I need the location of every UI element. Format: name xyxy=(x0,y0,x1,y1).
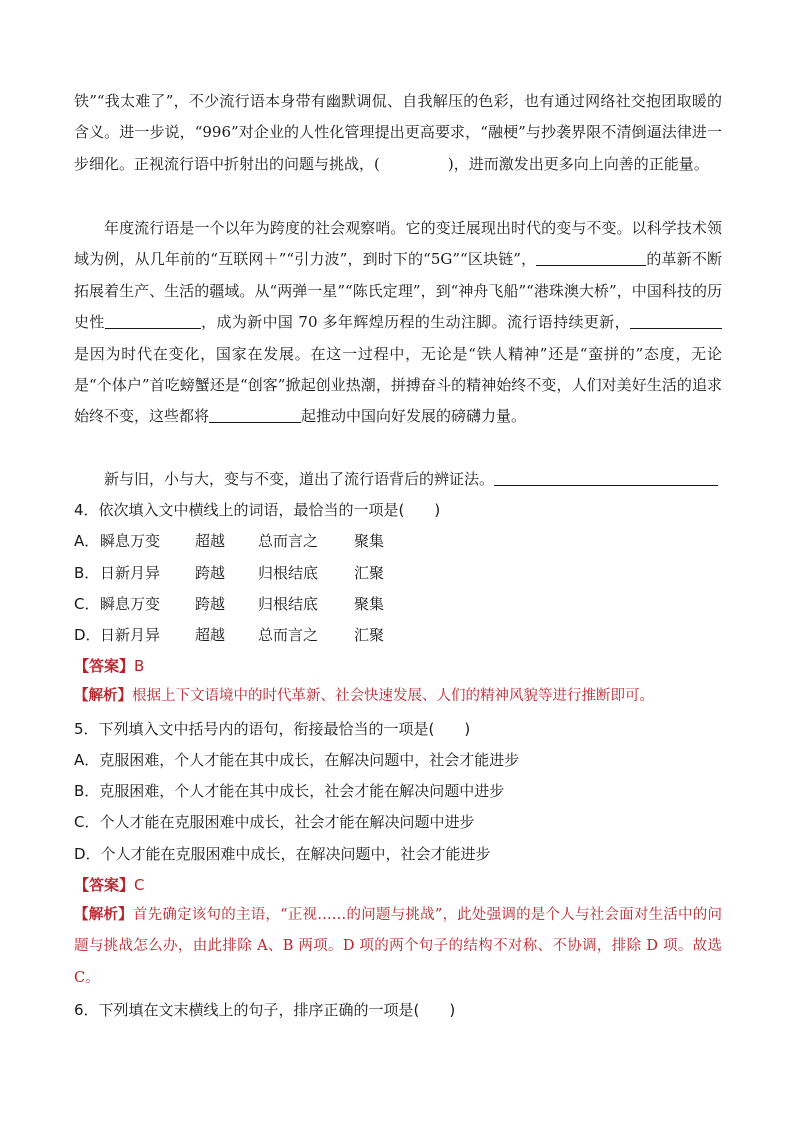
passage-paragraph-1 xyxy=(74,86,722,180)
option-word: 超越 xyxy=(195,532,226,550)
question-5-option-b: B．克服困难，个人才能在其中成长，社会才能在解决问题中进步 xyxy=(74,782,505,800)
question-5-explanation xyxy=(74,900,722,994)
option-word: 汇聚 xyxy=(354,626,385,644)
passage-text: 铁”“我太难了”，不少流行语本身带有幽默调侃、自我解压的色彩，也有通过网络社交抱团取暖的含义。进一步说，“996”对企业的人性化管理提出更高要求，“融梗”与抄袭界限不清倒逼法律进一步细化。正视流行语中折射出的问题与挑战，( xyxy=(74,92,722,173)
option-word: 超越 xyxy=(195,626,226,644)
passage-text: ，成为新中国 70 多年辉煌历程的生动注脚。流行语持续更新， xyxy=(200,313,630,332)
explanation-tag: 【解析】 xyxy=(74,688,132,704)
option-letter: C． xyxy=(74,595,100,613)
answer-tag: 【答案】 xyxy=(74,657,135,675)
passage-paragraph-2 xyxy=(74,213,722,433)
option-word: 归根结底 xyxy=(258,595,319,613)
option-letter: D． xyxy=(74,626,101,644)
option-word: 汇聚 xyxy=(354,564,385,582)
question-4-option-c xyxy=(74,594,734,614)
option-word: 归根结底 xyxy=(258,564,319,582)
option-letter: B． xyxy=(74,564,100,582)
option-word: 聚集 xyxy=(354,532,385,550)
option-word: 瞬息万变 xyxy=(100,532,161,550)
question-6-stem: 6．下列填在文末横线上的句子，排序正确的一项是( ) xyxy=(74,1001,456,1019)
option-word: 聚集 xyxy=(354,595,385,613)
question-5-option-d: D．个人才能在克服困难中成长，在解决问题中，社会才能进步 xyxy=(74,845,491,863)
option-word: 跨越 xyxy=(195,564,226,582)
question-5-option-a: A．克服困难，个人才能在其中成长，在解决问题中，社会才能进步 xyxy=(74,751,520,769)
answer-value: C xyxy=(134,876,145,894)
answer-value: B xyxy=(134,657,145,675)
fill-blank-1 xyxy=(536,249,646,266)
explanation-text: 首先确定该句的主语，“正视……的问题与挑战”，此处强调的是个人与社会面对生活中的问题与挑战怎么办，由此排除 A、B 两项。D 项的两个句子的结构不对称、不协调，排除 D 项。故选 C。 xyxy=(74,907,723,986)
option-word: 总而言之 xyxy=(258,532,319,550)
passage-paragraph-3 xyxy=(74,464,722,495)
question-4-option-b xyxy=(74,563,734,583)
question-4-option-a xyxy=(74,531,734,551)
fill-blank-end xyxy=(494,469,718,486)
option-word: 跨越 xyxy=(195,595,226,613)
fill-blank-3 xyxy=(630,312,722,329)
passage-text: 是因为时代在变化，国家在发展。在这一过程中，无论是“铁人精神”还是“蛮拼的”态度，无论是“个体户”首吃螃蟹还是“创客”掀起创业热潮，拼搏奋斗的精神始终不变，人们对美好生活的追求始终不变，这些都将 xyxy=(74,344,722,426)
question-5-answer xyxy=(74,875,734,895)
passage-text: 起推动中国向好发展的磅礴力量。 xyxy=(301,407,527,426)
fill-blank-2 xyxy=(105,312,201,329)
passage-text: 年度流行语是一个以年为跨度的社会观察哨。它的变迁展现出时代的变与不变。以科学技术领域为例，从几年前的“互联网＋”“引力波”，到时下的“5G”“区块链”， xyxy=(74,219,722,269)
question-4-option-d xyxy=(74,625,734,645)
passage-text: )，进而激发出更多向上向善的正能量。 xyxy=(447,154,709,173)
option-word: 瞬息万变 xyxy=(100,595,161,613)
explanation-text: 根据上下文语境中的时代革新、社会快速发展、人们的精神风貌等进行推断即可。 xyxy=(132,688,654,704)
option-letter: A． xyxy=(74,532,100,550)
explanation-tag: 【解析】 xyxy=(74,907,133,923)
passage-text: 的革新不断拓展着生产、生活的疆域。从“两弹一星”“陈氏定理”，到“神舟飞船”“港珠澳大桥”，中国科技的历史性 xyxy=(74,250,722,332)
question-5-stem: 5．下列填入文中括号内的语句，衔接最恰当的一项是( ) xyxy=(74,720,471,738)
answer-tag: 【答案】 xyxy=(74,876,135,894)
question-4-answer xyxy=(74,656,734,676)
fill-blank-4 xyxy=(209,406,301,423)
option-word: 总而言之 xyxy=(258,626,319,644)
question-4-stem: 4．依次填入文中横线上的词语，最恰当的一项是( ) xyxy=(74,501,441,519)
option-word: 日新月异 xyxy=(100,564,161,582)
question-4-explanation xyxy=(74,681,722,712)
option-word: 日新月异 xyxy=(100,626,161,644)
question-5-option-c: C．个人才能在克服困难中成长，社会才能在解决问题中进步 xyxy=(74,813,475,831)
passage-text: 新与旧，小与大，变与不变，道出了流行语背后的辨证法。 xyxy=(104,470,495,488)
